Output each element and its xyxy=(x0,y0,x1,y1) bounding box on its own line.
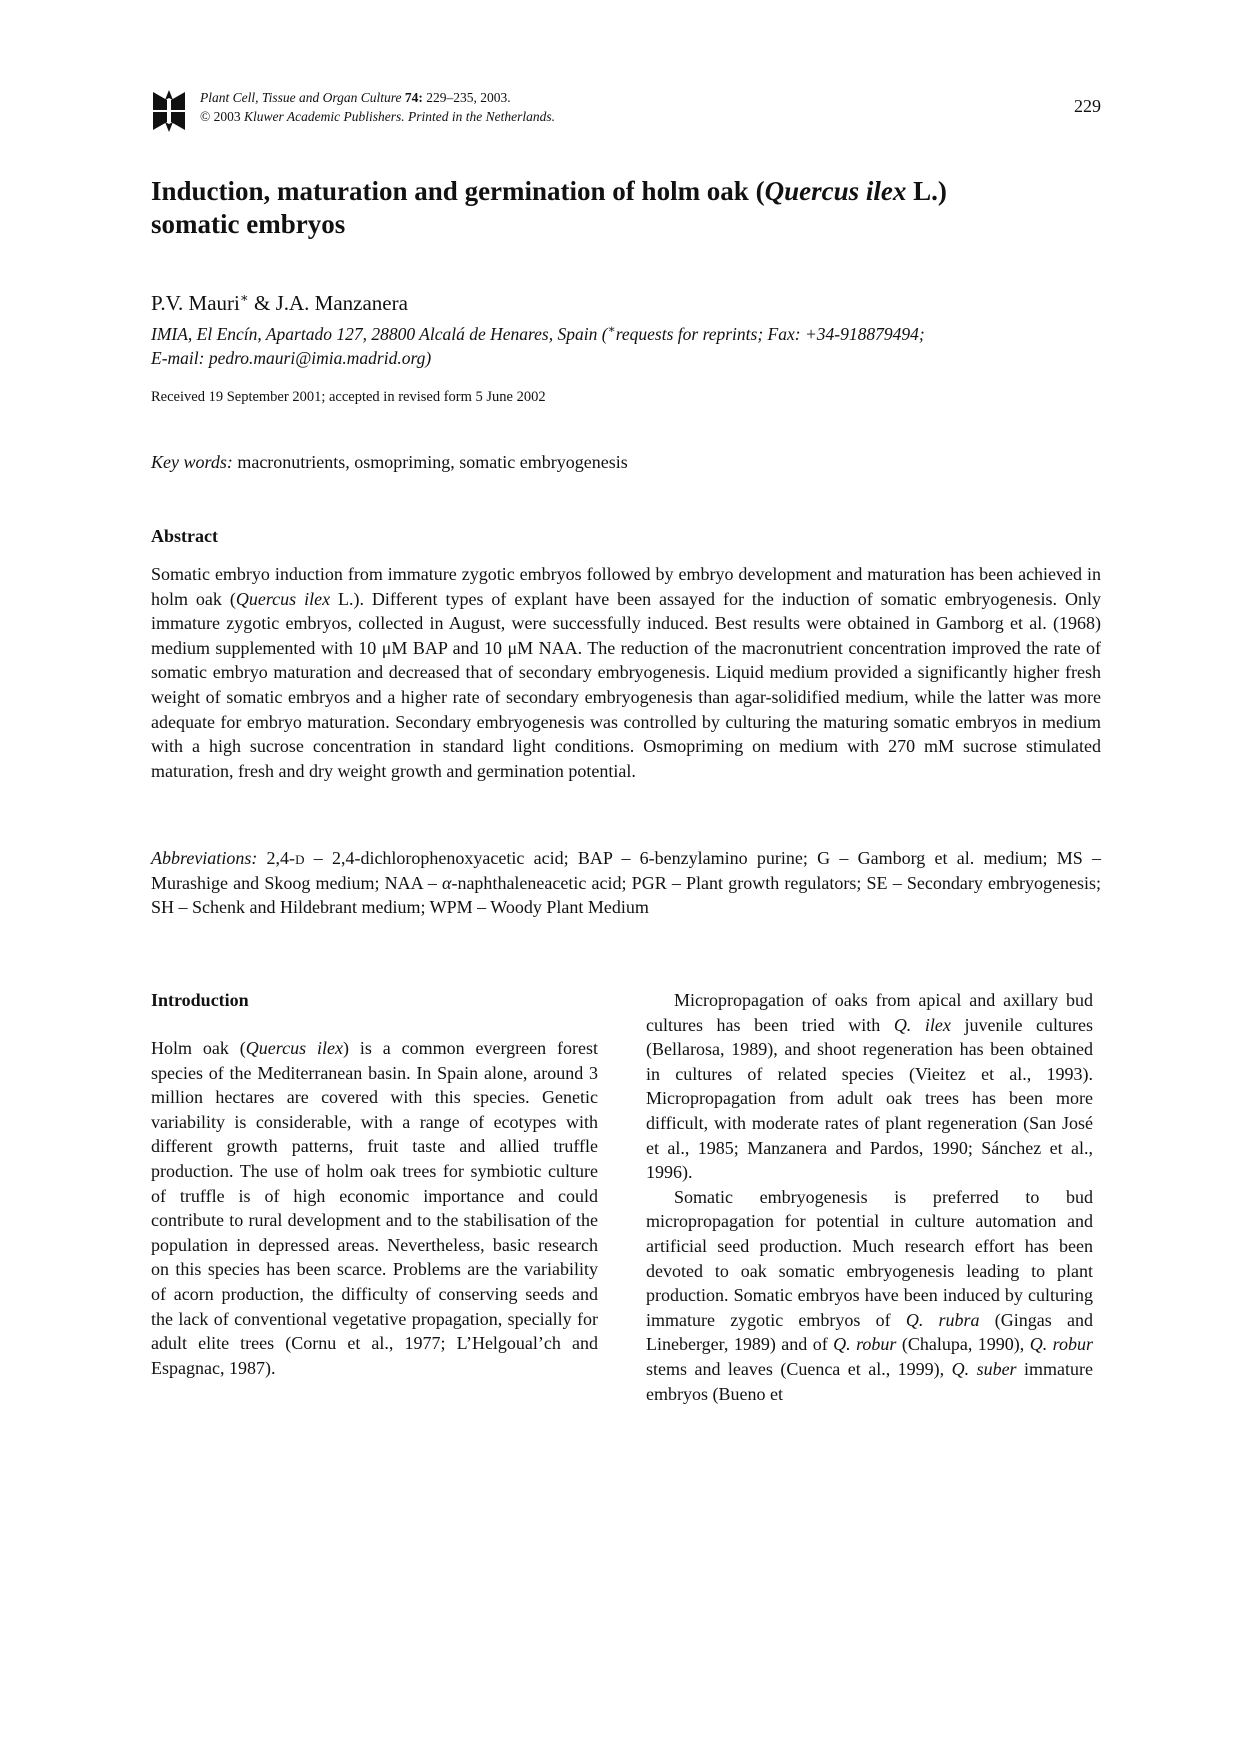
affiliation xyxy=(151,317,1101,370)
printed-location: Printed in the Netherlands. xyxy=(408,109,555,124)
paper-title xyxy=(151,175,1101,241)
p3-species-1: Q. rubra xyxy=(905,1309,980,1330)
abbreviations xyxy=(151,846,1101,920)
p3-b: (Gingas and Lineberger, 1989) and of xyxy=(646,1309,1093,1355)
abstract-s2: L.). Different types of explant have been assayed for the induction of somatic embryogenesis. Only immature zygotic embryos, collected in August, were successfully induced. Best results were obtained in Gamborg et al. (1968) medium supplemented with 10 μM BAP and 10 μM NAA. The reduction of the macronutrient concentration improved the rate of somatic embryo maturation and decreased that of secondary embryogenesis. Liquid medium provided a significantly higher fresh weight of somatic embryos and a higher rate of secondary embryogenesis than agar-solidified medium, while the latter was more adequate for embryo maturation. Secondary embryogenesis was controlled by culturing the maturing somatic embryos in medium with a high sucrose concentration in standard light conditions. Osmopriming on medium with 270 mM sucrose stimulated maturation, fresh and dry weight growth and germination potential. xyxy=(151,588,1101,781)
title-part-2: L.) xyxy=(906,176,947,206)
abbrev-t3: -naphthaleneacetic acid; PGR – Plant growth regulators; SE – Secondary embryogenesis; SH – Schenk and Hildebrant medium; WPM – Woody Plant Medium xyxy=(151,872,1101,918)
p2-species: Q. ilex xyxy=(893,1014,951,1035)
publisher-name: Kluwer Academic Publishers. xyxy=(244,109,405,124)
title-part-1: Induction, maturation and germination of holm oak ( xyxy=(151,176,765,206)
page-number: 229 xyxy=(1074,96,1101,116)
abbrev-t1: 2,4- xyxy=(257,848,296,868)
received-dates: Received 19 September 2001; accepted in revised form 5 June 2002 xyxy=(151,389,546,405)
copyright-symbol: © xyxy=(200,109,211,124)
p3-a: Somatic embryogenesis is preferred to bud micropropagation for potential in culture automation and artificial seed production. Much research effort has been devoted to oak somatic embryogenesis leading to plant production. Somatic embryos have been induced by culturing immature zygotic embryos of xyxy=(646,1186,1093,1330)
affiliation-mark: ∗ xyxy=(607,322,616,336)
column-left xyxy=(151,988,598,1380)
author-1-mark: ∗ xyxy=(239,290,249,305)
abbrev-alpha: α xyxy=(442,872,452,893)
journal-pages: 229–235, 2003. xyxy=(426,90,511,105)
p2-a: Micropropagation of oaks from apical and axillary bud cultures has been tried with xyxy=(646,990,1093,1035)
p3-species-4: Q. suber xyxy=(951,1358,1017,1379)
p1-species: Quercus ilex xyxy=(245,1038,343,1058)
journal-citation xyxy=(200,88,555,126)
keywords xyxy=(151,452,628,473)
abstract-body xyxy=(151,562,1101,783)
p3-species-2: Q. robur xyxy=(833,1334,897,1355)
affiliation-text-1: IMIA, El Encín, Apartado 127, 28800 Alcalá de Henares, Spain ( xyxy=(151,323,608,344)
p3-c: (Chalupa, 1990), xyxy=(896,1334,1030,1355)
p1-b: ) is a common evergreen forest species of the Mediterranean basin. In Spain alone, around 3 million hectares are covered with this species. Genetic variability is considerable, with a range of ecotypes with different growth patterns, fruit taste and allied truffle production. The use of holm oak trees for symbiotic culture of truffle is of high economic importance and could contribute to rural development and to the stabilisation of the population in depressed areas. Nevertheless, basic research on this species has been scarce. Problems are the variability of acorn production, the difficulty of conserving seeds and the lack of conventional vegetative propagation, specially for adult elite trees (Cornu et al., 1977; L’Helgoual’ch and Espagnac, 1987). xyxy=(151,1038,598,1378)
copyright-year: 2003 xyxy=(213,109,241,124)
keywords-text: macronutrients, osmopriming, somatic embryogenesis xyxy=(232,452,628,472)
journal-line-1 xyxy=(200,88,555,107)
title-line-2: somatic embryos xyxy=(151,209,346,239)
journal-line-2 xyxy=(200,107,555,126)
introduction-heading: Introduction xyxy=(151,990,249,1010)
author-2: J.A. Manzanera xyxy=(275,291,408,315)
journal-volume: 74: xyxy=(404,90,423,105)
journal-name: Plant Cell, Tissue and Organ Culture xyxy=(200,90,402,105)
keywords-label: Key words: xyxy=(151,452,233,472)
affiliation-text-2: requests for reprints; Fax: +34-918879494; xyxy=(615,323,925,344)
abstract-species: Quercus ilex xyxy=(235,588,331,609)
publisher-logo-icon xyxy=(151,90,187,132)
intro-paragraph-1 xyxy=(151,1036,598,1380)
running-header xyxy=(151,86,1101,136)
author-list xyxy=(151,290,408,316)
p3-e: immature embryos (Bueno et xyxy=(646,1358,1094,1404)
p2-b: juvenile cultures (Bellarosa, 1989), and shoot regeneration has been obtained in cultures of related species (Vieitez et al., 1993). Micropropagation from adult oak trees has been more difficult, with moderate rates of plant regeneration (San José et al., 1985; Manzanera and Pardos, 1990; Sánchez et al., 1996). xyxy=(646,1014,1093,1183)
affiliation-email[interactable]: E-mail: pedro.mauri@imia.madrid.org) xyxy=(151,347,432,368)
abbreviations-label: Abbreviations: xyxy=(151,848,258,868)
author-separator: & xyxy=(248,291,276,315)
intro-paragraph-2 xyxy=(646,988,1093,1185)
column-right xyxy=(646,988,1093,1406)
p1-a: Holm oak ( xyxy=(151,1038,246,1058)
abbrev-t2: – 2,4-dichlorophenoxyacetic acid; BAP – 6-benzylamino purine; G – Gamborg et al. medium; MS – Murashige and Skoog medium; NAA – xyxy=(151,848,1101,893)
author-1: P.V. Mauri xyxy=(151,291,240,315)
title-species: Quercus ilex xyxy=(764,176,907,206)
abstract-s1: Somatic embryo induction from immature zygotic embryos followed by embryo development and maturation has been achieved in holm oak ( xyxy=(151,564,1101,609)
abstract-heading: Abstract xyxy=(151,526,218,546)
p3-d: stems and leaves (Cuenca et al., 1999), xyxy=(646,1358,952,1379)
abbrev-d: d xyxy=(295,848,305,868)
intro-paragraph-3 xyxy=(646,1185,1093,1406)
p3-species-3: Q. robur xyxy=(1029,1334,1093,1355)
